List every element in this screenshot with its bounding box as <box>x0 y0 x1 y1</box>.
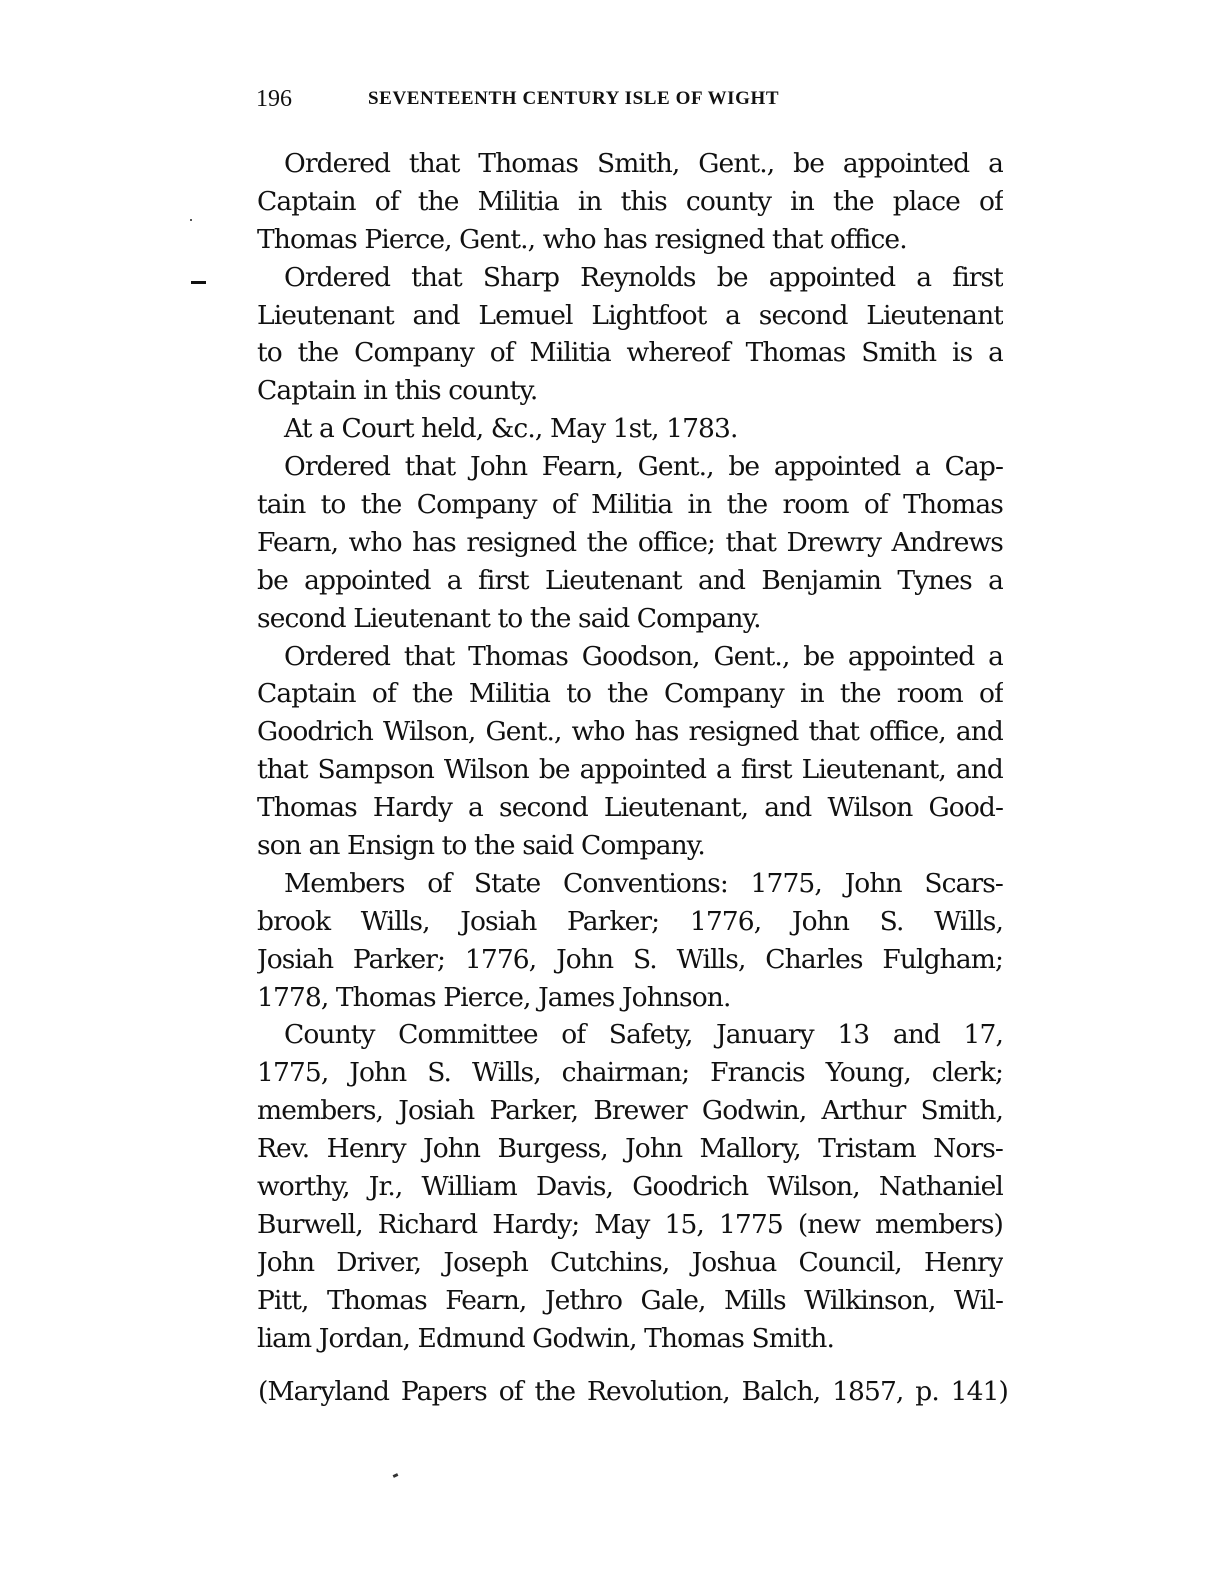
text-line: Burwell, Richard Hardy; May 15, 1775 (new members) <box>257 1208 1003 1240</box>
body-text <box>257 145 1003 1358</box>
text-line: brook Wills, Josiah Parker; 1776, John S. Wills, <box>257 905 1003 937</box>
text-line: be appointed a first Lieutenant and Benjamin Tynes a <box>257 564 1003 596</box>
page-number: 196 <box>256 86 292 112</box>
text-line: Ordered that Thomas Smith, Gent., be appointed a <box>284 148 1003 179</box>
text-line: Ordered that John Fearn, Gent., be appointed a Cap- <box>284 451 1003 483</box>
running-header <box>256 84 876 114</box>
text-line: Captain of the Militia to the Company in the room of <box>257 678 1003 710</box>
text-line: that Sampson Wilson be appointed a first Lieutenant, and <box>257 754 1003 786</box>
text-line: to the Company of Militia whereof Thomas Smith is a <box>257 337 1003 369</box>
text-line: County Committee of Safety, January 13 and 17, <box>284 1019 1003 1051</box>
text-line: Fearn, who has resigned the office; that Drewry Andrews <box>257 526 1003 558</box>
text-line: Pitt, Thomas Fearn, Jethro Gale, Mills Wilkinson, Wil- <box>257 1284 1003 1316</box>
paragraph <box>257 865 1003 1017</box>
paragraph <box>257 410 1003 448</box>
text-line: Rev. Henry John Burgess, John Mallory, Tristam Nors- <box>257 1133 1003 1165</box>
citation: (Maryland Papers of the Revolution, Balch, 1857, p. 141) <box>258 1376 1008 1407</box>
text-line: tain to the Company of Militia in the room of Thomas <box>257 489 1003 521</box>
text-line: Ordered that Sharp Reynolds be appointed a first <box>284 261 1003 293</box>
text-line: Ordered that Thomas Goodson, Gent., be appointed a <box>284 640 1003 672</box>
scan-speck <box>393 1473 399 1478</box>
text-line: 1778, Thomas Pierce, James Johnson. <box>257 981 731 1013</box>
text-line: Captain of the Militia in this county in the place of <box>257 185 1003 217</box>
text-line: Members of State Conventions: 1775, John Scars- <box>284 867 1003 899</box>
text-line: Thomas Hardy a second Lieutenant, and Wilson Good- <box>257 792 1003 824</box>
text-line: second Lieutenant to the said Company. <box>257 602 761 634</box>
text-line: son an Ensign to the said Company. <box>257 830 705 862</box>
text-line: Goodrich Wilson, Gent., who has resigned that office, and <box>257 716 1003 748</box>
margin-mark <box>191 281 206 284</box>
text-line: John Driver, Joseph Cutchins, Joshua Council, Henry <box>257 1246 1003 1278</box>
text-line: liam Jordan, Edmund Godwin, Thomas Smith. <box>257 1322 834 1354</box>
paragraph <box>257 145 1003 259</box>
paragraph <box>257 638 1003 865</box>
text-line: worthy, Jr., William Davis, Goodrich Wilson, Nathaniel <box>257 1171 1003 1203</box>
paragraph <box>257 448 1003 637</box>
text-line: Captain in this county. <box>257 375 538 407</box>
text-line: At a Court held, &c., May 1st, 1783. <box>284 413 738 445</box>
paragraph <box>257 1016 1003 1357</box>
paragraph <box>257 259 1003 411</box>
text-line: Lieutenant and Lemuel Lightfoot a second Lieutenant <box>257 299 1003 331</box>
text-line: members, Josiah Parker, Brewer Godwin, Arthur Smith, <box>257 1095 1003 1127</box>
text-line: 1775, John S. Wills, chairman; Francis Young, clerk; <box>257 1057 1003 1089</box>
running-title: SEVENTEENTH CENTURY ISLE OF WIGHT <box>368 88 780 109</box>
text-line: Josiah Parker; 1776, John S. Wills, Charles Fulgham; <box>257 943 1003 975</box>
text-line: Thomas Pierce, Gent., who has resigned that office. <box>257 223 907 255</box>
margin-mark <box>190 219 192 221</box>
